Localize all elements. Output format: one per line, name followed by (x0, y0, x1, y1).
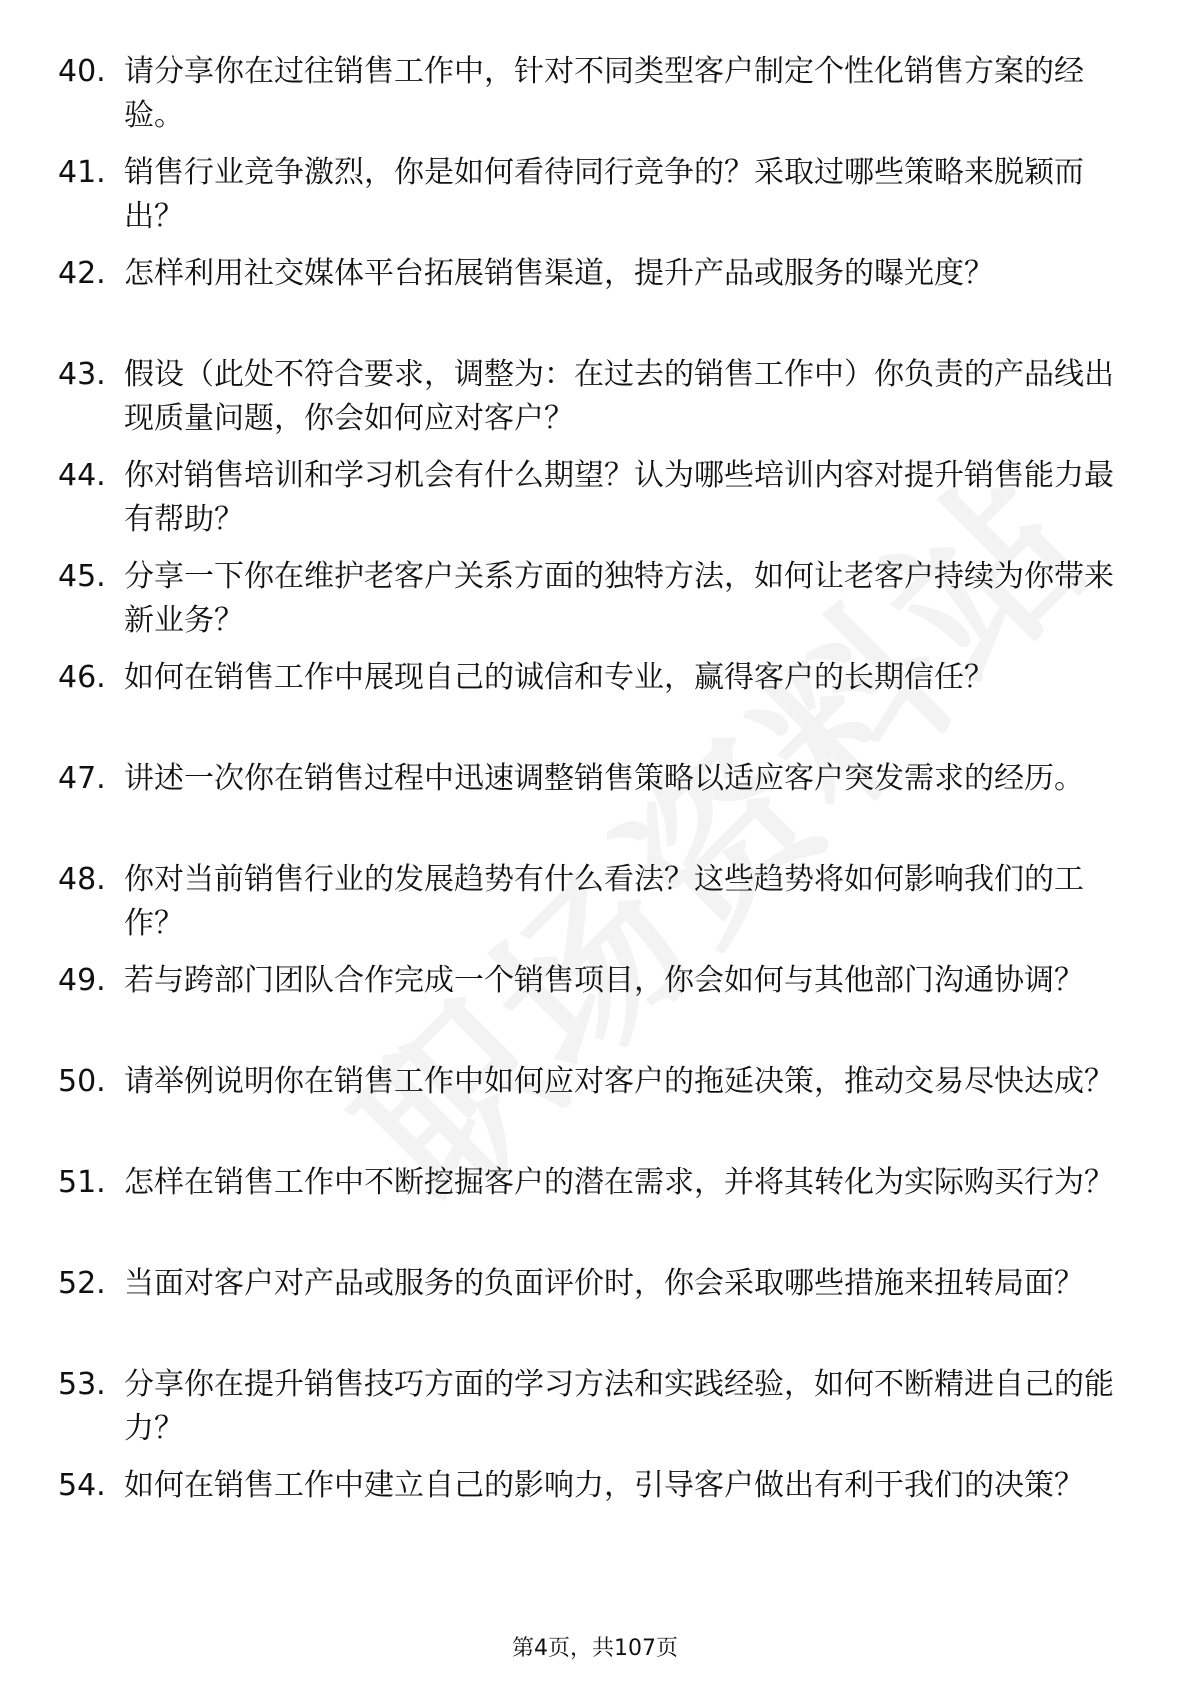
question-text: 你对当前销售行业的发展趋势有什么看法？这些趋势将如何影响我们的工作？ (124, 862, 1084, 941)
list-item (58, 858, 1118, 959)
question-number: 41. (58, 155, 106, 190)
list-item (58, 353, 1118, 454)
question-text: 当面对客户对产品或服务的负面评价时，你会采取哪些措施来扭转局面？ (124, 1266, 1084, 1301)
question-text: 怎样在销售工作中不断挖掘客户的潜在需求，并将其转化为实际购买行为？ (124, 1165, 1114, 1200)
question-number: 51. (58, 1165, 106, 1200)
list-item (58, 252, 1118, 353)
question-number: 45. (58, 559, 106, 594)
question-number: 49. (58, 963, 106, 998)
question-number: 44. (58, 458, 106, 493)
list-item (58, 757, 1118, 858)
question-text: 如何在销售工作中建立自己的影响力，引导客户做出有利于我们的决策？ (124, 1468, 1084, 1503)
question-text: 假设（此处不符合要求，调整为：在过去的销售工作中）你负责的产品线出现质量问题，你会如何应对客户？ (124, 357, 1114, 436)
question-text: 你对销售培训和学习机会有什么期望？认为哪些培训内容对提升销售能力最有帮助？ (124, 458, 1114, 537)
list-item (58, 1161, 1118, 1262)
list-item (58, 1262, 1118, 1363)
question-text: 分享一下你在维护老客户关系方面的独特方法，如何让老客户持续为你带来新业务？ (124, 559, 1114, 638)
question-text: 请举例说明你在销售工作中如何应对客户的拖延决策，推动交易尽快达成？ (124, 1064, 1114, 1099)
list-item (58, 1464, 1118, 1565)
question-number: 46. (58, 660, 106, 695)
question-text: 如何在销售工作中展现自己的诚信和专业，赢得客户的长期信任？ (124, 660, 994, 695)
question-number: 43. (58, 357, 106, 392)
list-item (58, 656, 1118, 757)
list-item (58, 1363, 1118, 1464)
question-text: 请分享你在过往销售工作中，针对不同类型客户制定个性化销售方案的经验。 (124, 54, 1084, 133)
list-item (58, 151, 1118, 252)
list-item (58, 454, 1118, 555)
list-item (58, 555, 1118, 656)
question-list (58, 50, 1118, 1565)
question-number: 42. (58, 256, 106, 291)
question-number: 53. (58, 1367, 106, 1402)
question-text: 分享你在提升销售技巧方面的学习方法和实践经验，如何不断精进自己的能力？ (124, 1367, 1114, 1446)
question-text: 销售行业竞争激烈，你是如何看待同行竞争的？采取过哪些策略来脱颖而出？ (124, 155, 1084, 234)
question-text: 若与跨部门团队合作完成一个销售项目，你会如何与其他部门沟通协调？ (124, 963, 1084, 998)
question-number: 40. (58, 54, 106, 89)
question-text: 讲述一次你在销售过程中迅速调整销售策略以适应客户突发需求的经历。 (124, 761, 1084, 796)
question-number: 54. (58, 1468, 106, 1503)
list-item (58, 50, 1118, 151)
question-number: 50. (58, 1064, 106, 1099)
question-text: 怎样利用社交媒体平台拓展销售渠道，提升产品或服务的曝光度？ (124, 256, 994, 291)
question-number: 48. (58, 862, 106, 897)
list-item (58, 1060, 1118, 1161)
page-footer: 第4页，共107页 (512, 1636, 678, 1661)
question-number: 52. (58, 1266, 106, 1301)
list-item (58, 959, 1118, 1060)
question-number: 47. (58, 761, 106, 796)
